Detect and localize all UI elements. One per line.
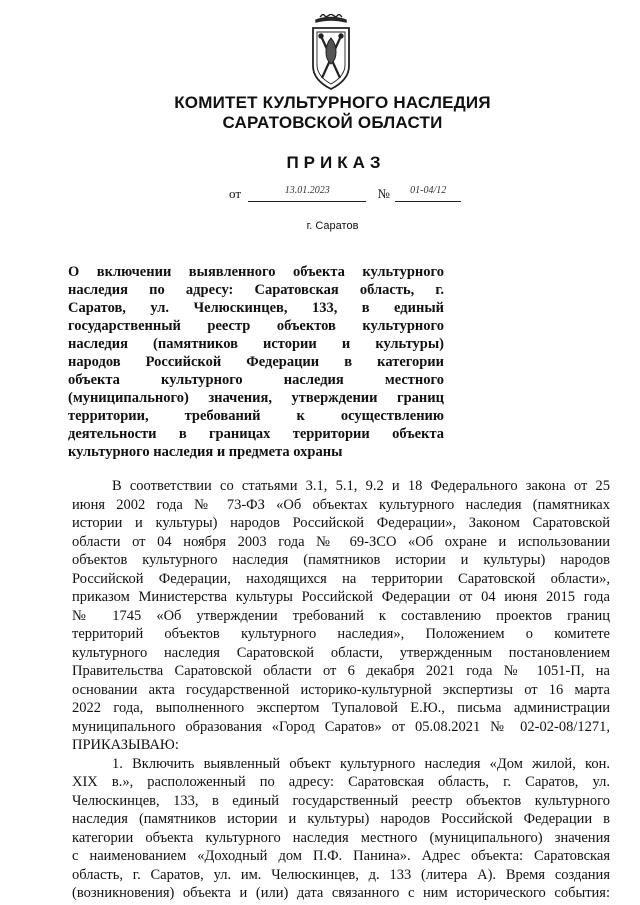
order-subject [68,263,444,461]
subject-line: деятельности в границах территории объекта [68,426,444,442]
subject-line: наследия (памятников истории и культуры) [68,336,444,352]
city: г. Саратов [306,220,359,232]
subject-line: объекта культурного наследия местного [68,372,444,388]
body-line: 2022 года, выполненного экспертом Тупаловой Е.Ю., письма администрации [72,700,610,716]
body-line: территорий объектов культурного наследия», Положением о комитете [72,626,610,642]
body-line: область, г. Саратов, ул. им. Челюскинцев, д. 133 (литера А). Время создания [72,866,610,883]
body-line: Челюскинцев, 133, в единый государственный реестр объектов культурного [72,792,610,809]
body-line: (возникновения) объекта и (или) дата связанного с ним исторического события: [72,885,610,901]
document-title: ПРИКАЗ [286,153,386,172]
subject-line: наследия по адресу: Саратовская область, г. [68,282,444,298]
body-line: наследия (памятников истории и культуры) народов Российской Федерации в [72,811,610,827]
subject-line: (муниципального) значения, утверждении границ [68,390,444,406]
body-line: № 1745 «Об утверждении требований к составлению проектов границ [72,607,610,624]
body-line: 1. Включить выявленный объект культурного наследия «Дом жилой, кон. [112,755,610,772]
number-value: 01-04/12 [410,185,447,196]
subject-line: народов Российской Федерации в категории [68,354,444,370]
body-line: объектов культурного наследия (памятников истории и культуры) народов [72,552,610,568]
body-line: В соответствии со статьями 3.1, 5.1, 9.2 и 18 Федерального закона от 25 [112,478,610,494]
body-line-order-word: ПРИКАЗЫВАЮ: [72,737,179,753]
body-line: с наименованием «Доходный дом П.Ф. Панина». Адрес объекта: Саратовская [72,848,610,864]
organization-name-line1: КОМИТЕТ КУЛЬТУРНОГО НАСЛЕДИЯ [174,93,491,112]
subject-line: культурного наследия и предмета охраны [68,444,343,460]
date-field [248,187,366,202]
order-body [72,477,610,903]
body-line: июня 2002 года № 73-ФЗ «Об объектах культурного наследия (памятниках [72,496,610,513]
body-line: категории объекта культурного наследия местного (муниципального) значения [72,829,610,846]
organization-name-line2: САРАТОВСКОЙ ОБЛАСТИ [222,113,443,132]
body-line: Правительства Саратовской области от 6 декабря 2021 года № 1051-П, на [72,663,610,679]
subject-line: государственный реестр объектов культурного [68,318,444,334]
subject-line: О включении выявленного объекта культурного [68,264,444,280]
body-line: основании акта государственной историко-культурной экспертизы от 16 марта [72,681,610,698]
body-line: XIX в.», расположенный по адресу: Саратовская область, г. Саратов, ул. [72,774,610,790]
order-number-line [229,186,461,202]
body-line: культурного наследия Саратовской области, утвержденным постановлением [72,644,610,661]
saratov-coat-of-arms-icon [308,14,354,92]
body-line: Российской Федерации, находящихся на территории Саратовской области», [72,570,610,587]
body-line: истории и культуры) народов Российской Федерации», Законом Саратовской [72,515,610,531]
number-label: № [377,186,390,201]
body-line: приказом Министерства культуры Российской Федерации от 04 июня 2015 года [72,589,610,605]
body-line: муниципального образования «Город Саратов» от 05.08.2021 № 02-02-08/1271, [72,718,610,735]
number-field [395,187,461,202]
body-line: области от 04 ноября 2003 года № 69-ЗСО «Об охране и использовании [72,533,610,550]
subject-line: территории, требований к осуществлению [68,408,444,424]
date-label: от [229,186,242,201]
date-value: 13.01.2023 [284,185,330,196]
subject-line: Саратов, ул. Челюскинцев, 133, в единый [68,300,444,316]
